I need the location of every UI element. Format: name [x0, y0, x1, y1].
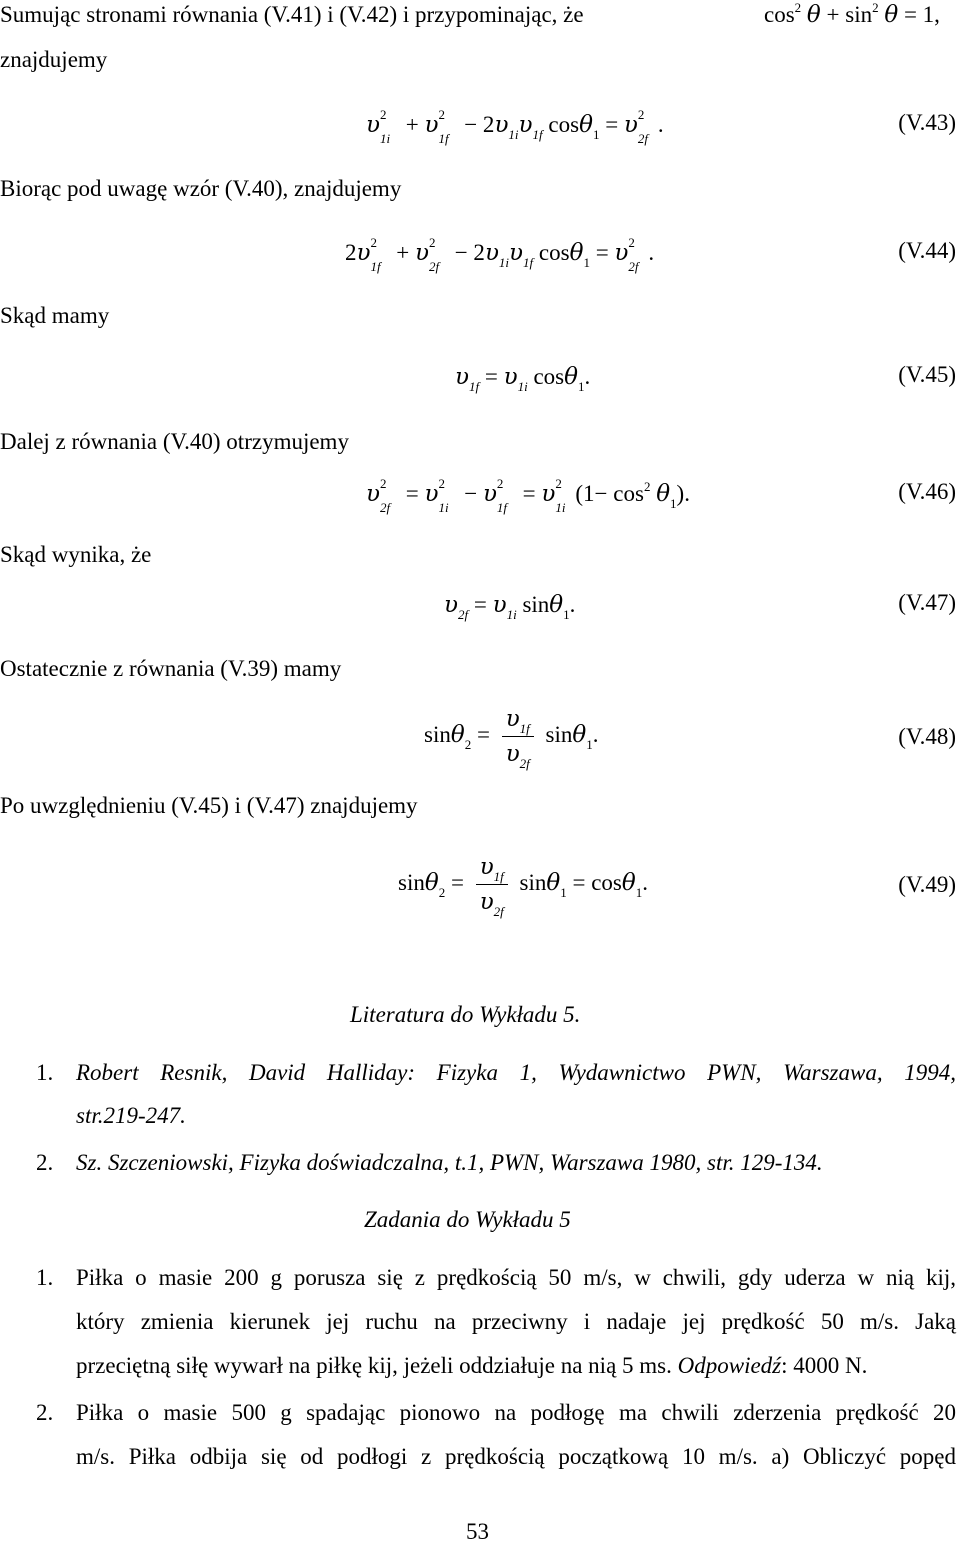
equation-v49: sinθ$_2$ = $\frac{\upsilon_{1f}}{\upsilon_{2f}}$ sinθ$_1$ = cosθ$_1$. [398, 854, 648, 919]
task-2-line-1: Piłka o masie 500 g spadając pionowo na podłogę ma chwili zderzenia prędkość 20 [76, 1400, 956, 1425]
literature-item-1-num: 1. [36, 1060, 54, 1085]
equation-label-v47: (V.47) [898, 590, 956, 615]
literature-item-2-line-1: Sz. Szczeniowski, Fizyka doświadczalna, t.1, PWN, Warszawa 1980, str. 129-134. [76, 1150, 823, 1175]
paragraph-6: Po uwzględnieniu (V.45) i (V.47) znajdujemy [0, 793, 418, 818]
literature-heading: Literatura do Wykładu 5. [350, 1002, 581, 1027]
equation-v46: υ 2 2f = υ 2 1i − υ 2 1f = υ 2 1i $(1- \cos^2 \theta_1)$. [366, 476, 690, 515]
equation-label-v45: (V.45) [898, 362, 956, 387]
task-1-answer: : 4000 N. [781, 1353, 868, 1378]
task-1-num: 1. [36, 1265, 54, 1290]
equation-label-v46: (V.46) [898, 479, 956, 504]
equation-v43: υ 2 1i + υ 2 1f − $2\upsilon_{1i}\upsilon_{1f}$ cosθ$_1$ = υ 2 2f . [366, 107, 664, 146]
intro-line-2: znajdujemy [0, 47, 108, 72]
fraction-v49: $\frac{\upsilon_{1f}}{\upsilon_{2f}}$ [476, 852, 508, 917]
equation-label-v44: (V.44) [898, 238, 956, 263]
paragraph-4: Skąd wynika, że [0, 542, 152, 567]
fraction-v48: $\frac{\upsilon_{1f}}{\upsilon_{2f}}$ [502, 704, 534, 769]
task-1-answer-label: Odpowiedź [677, 1353, 782, 1378]
equation-label-v43: (V.43) [898, 110, 956, 135]
task-2-line-2: m/s. Piłka odbija się od podłogi z prędkością początkową 10 m/s. a) Obliczyć popęd [76, 1444, 956, 1469]
task-1-line-3-text: przeciętną siłę wywarł na piłkę kij, jeżeli oddziałuje na nią 5 ms. [76, 1353, 672, 1378]
literature-item-2-num: 2. [36, 1150, 54, 1175]
paragraph-1: Biorąc pod uwagę wzór (V.40), znajdujemy [0, 176, 402, 201]
paragraph-5: Ostatecznie z równania (V.39) mamy [0, 656, 342, 681]
equation-label-v49: (V.49) [898, 872, 956, 897]
equation-v47: $\upsilon_{2f} = \upsilon_{1i}$ sinθ$_1$. [444, 592, 576, 622]
intro-line-1 [0, 0, 584, 30]
task-1-line-1: Piłka o masie 200 g porusza się z prędkością 50 m/s, w chwili, gdy uderza w nią kij, [76, 1265, 956, 1290]
equation-v48: sinθ$_2$ = $\frac{\upsilon_{1f}}{\upsilon_{2f}}$ sinθ$_1$. [424, 706, 599, 771]
tasks-heading: Zadania do Wykładu 5 [364, 1207, 571, 1232]
equation-v44: 2υ 2 1f + υ 2 2f − $2\upsilon_{1i}\upsilon_{1f}$ cosθ$_1$ = υ 2 2f . [345, 235, 655, 274]
literature-item-1-line-2: str.219-247. [76, 1103, 186, 1128]
intro-text: Sumując stronami równania (V.41) i (V.42) i przypominając, że [0, 2, 584, 27]
intro-math: $\cos^2 \theta + \sin^2 \theta = 1$, [764, 0, 940, 28]
paragraph-3: Dalej z równania (V.40) otrzymujemy [0, 429, 349, 454]
task-1-line-2: który zmienia kierunek jej ruchu na przeciwny i nadaje jej prędkość 50 m/s. Jaką [76, 1309, 956, 1334]
equation-v45: $\upsilon_{1f} = \upsilon_{1i}$ cosθ$_1$. [455, 364, 591, 394]
literature-item-1-line-1: Robert Resnik, David Halliday: Fizyka 1, Wydawnictwo PWN, Warszawa, 1994, [76, 1060, 956, 1085]
equation-label-v48: (V.48) [898, 724, 956, 749]
page-number: 53 [466, 1519, 489, 1544]
task-2-num: 2. [36, 1400, 54, 1425]
paragraph-2: Skąd mamy [0, 303, 110, 328]
task-1-line-3 [76, 1351, 867, 1381]
